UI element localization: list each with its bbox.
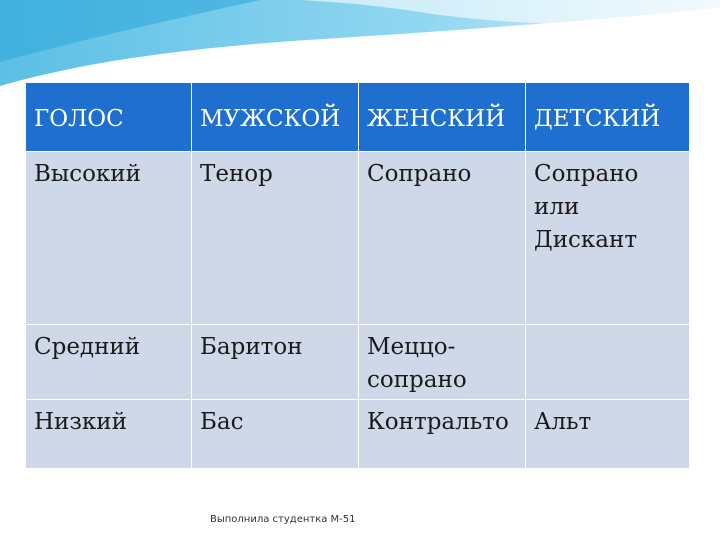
header-female: ЖЕНСКИЙ <box>359 83 526 152</box>
header-children: ДЕТСКИЙ <box>526 83 690 152</box>
voice-types-table <box>25 82 690 469</box>
author-caption: Выполнила студентка М-51 <box>210 514 356 525</box>
cell-female: Сопрано <box>359 152 526 325</box>
cell-female: Меццо- сопрано <box>359 325 526 400</box>
cell-voice: Средний <box>26 325 192 400</box>
cell-voice: Низкий <box>26 400 192 469</box>
table-row <box>26 325 690 400</box>
cell-children <box>526 325 690 400</box>
table-row <box>26 152 690 325</box>
cell-voice: Высокий <box>26 152 192 325</box>
cell-male: Бас <box>192 400 359 469</box>
table-row <box>26 400 690 469</box>
cell-female: Контральто <box>359 400 526 469</box>
header-voice: ГОЛОС <box>26 83 192 152</box>
cell-children: Альт <box>526 400 690 469</box>
header-male: МУЖСКОЙ <box>192 83 359 152</box>
cell-male: Тенор <box>192 152 359 325</box>
cell-children: Сопрано или Дискант <box>526 152 690 325</box>
cell-male: Баритон <box>192 325 359 400</box>
table-header-row <box>26 83 690 152</box>
